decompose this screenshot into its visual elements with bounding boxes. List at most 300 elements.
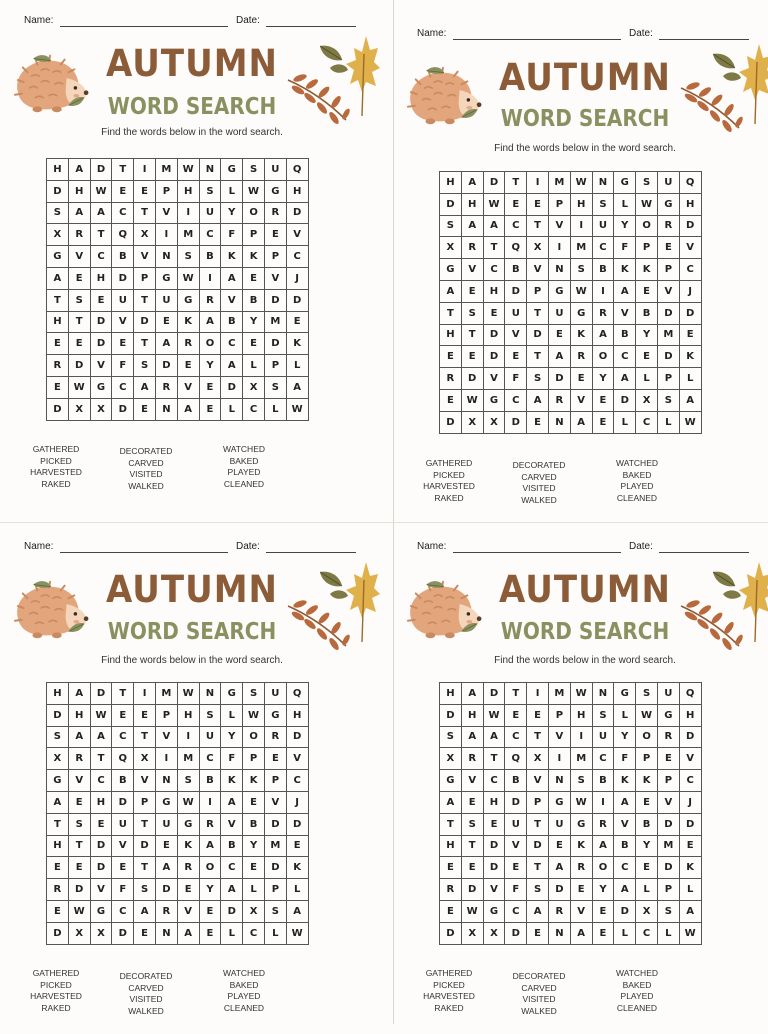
hedgehog-icon bbox=[405, 578, 483, 642]
grid-cell: B bbox=[199, 246, 221, 268]
grid-cell: A bbox=[199, 311, 221, 333]
grid-cell: E bbox=[134, 922, 156, 944]
grid-cell: T bbox=[505, 172, 527, 194]
grid-cell: E bbox=[548, 835, 570, 857]
word-item: WALKED bbox=[128, 1005, 164, 1016]
grid-cell: D bbox=[483, 857, 505, 879]
grid-cell: A bbox=[177, 398, 199, 420]
grid-cell: X bbox=[636, 389, 658, 411]
grid-cell: D bbox=[483, 835, 505, 857]
grid-cell: E bbox=[264, 224, 286, 246]
grid-cell: R bbox=[461, 748, 483, 770]
grid-cell: W bbox=[90, 704, 112, 726]
word-item: PLAYED bbox=[620, 991, 654, 1001]
grid-cell: H bbox=[461, 193, 483, 215]
grid-cell: A bbox=[483, 726, 505, 748]
grid-row bbox=[440, 900, 702, 922]
grid-cell: V bbox=[177, 900, 199, 922]
grid-cell: E bbox=[527, 193, 549, 215]
title-autumn: AUTUMN bbox=[106, 42, 278, 86]
grid-cell: O bbox=[243, 202, 265, 224]
grid-cell: L bbox=[221, 922, 243, 944]
grid-cell: G bbox=[440, 770, 462, 792]
grid-row bbox=[440, 193, 702, 215]
grid-cell: B bbox=[592, 259, 614, 281]
grid-cell: L bbox=[243, 879, 265, 901]
date-field[interactable] bbox=[266, 552, 356, 553]
grid-cell: E bbox=[679, 835, 701, 857]
grid-cell: S bbox=[264, 376, 286, 398]
grid-cell: A bbox=[592, 324, 614, 346]
date-field[interactable] bbox=[266, 26, 356, 27]
grid-cell: E bbox=[47, 376, 69, 398]
grid-cell: F bbox=[614, 748, 636, 770]
word-item: PICKED bbox=[40, 979, 72, 990]
grid-cell: N bbox=[199, 159, 221, 181]
grid-cell: P bbox=[548, 704, 570, 726]
grid-cell: A bbox=[47, 267, 69, 289]
grid-cell: P bbox=[657, 879, 679, 901]
grid-cell: A bbox=[134, 376, 156, 398]
word-item: CLEANED bbox=[616, 1002, 658, 1013]
grid-cell: S bbox=[657, 900, 679, 922]
grid-cell: U bbox=[592, 215, 614, 237]
grid-cell: P bbox=[264, 246, 286, 268]
grid-cell: E bbox=[47, 857, 69, 879]
grid-cell: U bbox=[505, 813, 527, 835]
grid-cell: E bbox=[461, 857, 483, 879]
name-field[interactable] bbox=[60, 552, 228, 553]
grid-cell: I bbox=[548, 748, 570, 770]
grid-cell: X bbox=[461, 411, 483, 433]
grid-cell: E bbox=[505, 857, 527, 879]
grid-cell: S bbox=[177, 246, 199, 268]
grid-cell: H bbox=[47, 159, 69, 181]
grid-cell: H bbox=[177, 180, 199, 202]
grid-cell: Q bbox=[679, 683, 701, 705]
grid-cell: D bbox=[47, 398, 69, 420]
word-list-column bbox=[494, 971, 584, 1017]
word-item: HARVESTED bbox=[423, 991, 475, 1001]
grid-cell: G bbox=[570, 813, 592, 835]
grid-cell: R bbox=[264, 726, 286, 748]
grid-cell: R bbox=[47, 355, 69, 377]
grid-row bbox=[440, 857, 702, 879]
grid-cell: E bbox=[286, 835, 308, 857]
grid-cell: B bbox=[112, 246, 134, 268]
grid-cell: D bbox=[112, 398, 134, 420]
word-item: PICKED bbox=[40, 455, 72, 466]
instructions: Find the words below in the word search. bbox=[101, 655, 283, 666]
grid-cell: V bbox=[221, 289, 243, 311]
grid-cell: P bbox=[243, 224, 265, 246]
grid-cell: S bbox=[636, 172, 658, 194]
grid-cell: W bbox=[68, 900, 90, 922]
grid-cell: V bbox=[112, 311, 134, 333]
grid-cell: E bbox=[505, 346, 527, 368]
grid-cell: D bbox=[461, 879, 483, 901]
grid-cell: R bbox=[570, 857, 592, 879]
grid-cell: X bbox=[68, 398, 90, 420]
grid-cell: V bbox=[461, 770, 483, 792]
word-list-column bbox=[11, 968, 101, 1014]
grid-cell: D bbox=[679, 302, 701, 324]
grid-cell: C bbox=[679, 259, 701, 281]
word-item: CARVED bbox=[128, 982, 164, 993]
grid-cell: C bbox=[286, 770, 308, 792]
grid-row bbox=[47, 683, 309, 705]
title-autumn: AUTUMN bbox=[499, 568, 671, 612]
grid-row bbox=[440, 302, 702, 324]
grid-cell: D bbox=[90, 159, 112, 181]
word-item: PICKED bbox=[433, 469, 465, 480]
grid-cell: U bbox=[548, 813, 570, 835]
grid-cell: O bbox=[636, 726, 658, 748]
title-word-search: WORD SEARCH bbox=[107, 617, 277, 645]
grid-cell: K bbox=[679, 346, 701, 368]
grid-cell: C bbox=[505, 215, 527, 237]
grid-cell: L bbox=[221, 704, 243, 726]
word-item: PLAYED bbox=[227, 467, 261, 477]
grid-cell: U bbox=[155, 813, 177, 835]
grid-cell: D bbox=[657, 346, 679, 368]
grid-cell: B bbox=[505, 259, 527, 281]
grid-cell: A bbox=[461, 726, 483, 748]
grid-cell: S bbox=[264, 900, 286, 922]
grid-cell: T bbox=[112, 159, 134, 181]
grid-cell: V bbox=[286, 224, 308, 246]
grid-cell: R bbox=[155, 376, 177, 398]
grid-cell: D bbox=[483, 172, 505, 194]
grid-cell: R bbox=[461, 237, 483, 259]
word-item: RAKED bbox=[41, 478, 71, 489]
grid-cell: F bbox=[505, 879, 527, 901]
grid-cell: A bbox=[614, 791, 636, 813]
grid-cell: F bbox=[221, 224, 243, 246]
grid-cell: E bbox=[505, 704, 527, 726]
grid-cell: E bbox=[461, 791, 483, 813]
word-list-column bbox=[592, 458, 682, 504]
grid-cell: P bbox=[657, 770, 679, 792]
grid-cell: H bbox=[440, 835, 462, 857]
word-item: DECORATED bbox=[512, 971, 566, 981]
grid-cell: A bbox=[570, 922, 592, 944]
grid-cell: Y bbox=[243, 311, 265, 333]
grid-cell: A bbox=[221, 355, 243, 377]
worksheet-2 bbox=[393, 0, 768, 512]
title-word-search: WORD SEARCH bbox=[500, 104, 670, 132]
grid-cell: V bbox=[548, 726, 570, 748]
word-item: WALKED bbox=[521, 494, 557, 505]
grid-cell: A bbox=[90, 726, 112, 748]
grid-cell: I bbox=[134, 159, 156, 181]
word-item: CARVED bbox=[128, 457, 164, 468]
grid-cell: G bbox=[47, 246, 69, 268]
grid-cell: A bbox=[90, 202, 112, 224]
grid-row bbox=[47, 813, 309, 835]
title-word-search: WORD SEARCH bbox=[500, 617, 670, 645]
grid-cell: F bbox=[614, 237, 636, 259]
grid-cell: S bbox=[570, 259, 592, 281]
grid-cell: M bbox=[657, 835, 679, 857]
grid-cell: D bbox=[221, 900, 243, 922]
grid-row bbox=[440, 172, 702, 194]
grid-cell: C bbox=[112, 376, 134, 398]
grid-cell: T bbox=[68, 835, 90, 857]
grid-cell: M bbox=[657, 324, 679, 346]
grid-cell: N bbox=[155, 398, 177, 420]
grid-cell: H bbox=[679, 704, 701, 726]
grid-cell: K bbox=[221, 770, 243, 792]
grid-cell: A bbox=[483, 215, 505, 237]
grid-cell: V bbox=[570, 900, 592, 922]
grid-cell: Y bbox=[199, 879, 221, 901]
grid-cell: X bbox=[47, 748, 69, 770]
grid-cell: K bbox=[221, 246, 243, 268]
date-field[interactable] bbox=[659, 552, 749, 553]
word-item: RAKED bbox=[41, 1002, 71, 1013]
grid-cell: W bbox=[177, 159, 199, 181]
grid-cell: C bbox=[199, 748, 221, 770]
word-item: CLEANED bbox=[223, 1002, 265, 1013]
word-list-column bbox=[199, 968, 289, 1014]
word-item: BAKED bbox=[622, 979, 652, 990]
grid-cell: E bbox=[527, 704, 549, 726]
grid-cell: C bbox=[505, 900, 527, 922]
grid-row bbox=[440, 237, 702, 259]
grid-row bbox=[440, 879, 702, 901]
grid-cell: E bbox=[636, 791, 658, 813]
grid-cell: I bbox=[548, 237, 570, 259]
grid-cell: E bbox=[134, 398, 156, 420]
grid-cell: E bbox=[199, 900, 221, 922]
grid-cell: E bbox=[68, 857, 90, 879]
grid-cell: X bbox=[461, 922, 483, 944]
grid-cell: Q bbox=[286, 159, 308, 181]
word-item: VISITED bbox=[522, 483, 556, 493]
grid-cell: G bbox=[90, 376, 112, 398]
grid-cell: B bbox=[243, 813, 265, 835]
grid-cell: C bbox=[483, 770, 505, 792]
grid-cell: U bbox=[264, 159, 286, 181]
grid-cell: R bbox=[657, 215, 679, 237]
word-item: WATCHED bbox=[222, 444, 266, 454]
grid-cell: C bbox=[679, 770, 701, 792]
grid-cell: D bbox=[548, 368, 570, 390]
grid-cell: P bbox=[243, 748, 265, 770]
letter-grid bbox=[46, 158, 309, 421]
grid-cell: E bbox=[505, 193, 527, 215]
grid-cell: C bbox=[286, 246, 308, 268]
grid-cell: L bbox=[614, 411, 636, 433]
grid-cell: L bbox=[636, 368, 658, 390]
grid-cell: E bbox=[592, 411, 614, 433]
grid-cell: E bbox=[68, 333, 90, 355]
grid-cell: S bbox=[243, 159, 265, 181]
grid-cell: R bbox=[177, 333, 199, 355]
grid-cell: I bbox=[592, 791, 614, 813]
grid-cell: W bbox=[461, 389, 483, 411]
grid-cell: T bbox=[461, 324, 483, 346]
grid-cell: D bbox=[90, 857, 112, 879]
grid-cell: H bbox=[90, 791, 112, 813]
grid-cell: E bbox=[112, 180, 134, 202]
grid-cell: H bbox=[461, 704, 483, 726]
grid-cell: A bbox=[155, 857, 177, 879]
grid-cell: E bbox=[90, 289, 112, 311]
grid-cell: T bbox=[527, 813, 549, 835]
name-field[interactable] bbox=[60, 26, 228, 27]
grid-row bbox=[47, 376, 309, 398]
grid-cell: K bbox=[177, 311, 199, 333]
grid-cell: L bbox=[264, 398, 286, 420]
grid-cell: P bbox=[134, 791, 156, 813]
grid-cell: D bbox=[505, 922, 527, 944]
grid-cell: Q bbox=[112, 748, 134, 770]
word-item: CLEANED bbox=[616, 492, 658, 503]
grid-cell: C bbox=[90, 770, 112, 792]
grid-row bbox=[440, 835, 702, 857]
grid-cell: E bbox=[592, 900, 614, 922]
grid-cell: C bbox=[112, 202, 134, 224]
word-item: GATHERED bbox=[32, 444, 80, 454]
grid-cell: D bbox=[155, 879, 177, 901]
grid-cell: E bbox=[112, 857, 134, 879]
grid-row bbox=[47, 355, 309, 377]
grid-cell: C bbox=[592, 748, 614, 770]
grid-cell: O bbox=[199, 857, 221, 879]
grid-cell: A bbox=[527, 389, 549, 411]
grid-row bbox=[47, 159, 309, 181]
grid-cell: E bbox=[440, 346, 462, 368]
grid-cell: B bbox=[243, 289, 265, 311]
grid-cell: G bbox=[657, 704, 679, 726]
grid-cell: L bbox=[657, 411, 679, 433]
grid-cell: H bbox=[679, 193, 701, 215]
grid-cell: S bbox=[461, 813, 483, 835]
grid-cell: B bbox=[614, 835, 636, 857]
grid-cell: O bbox=[592, 857, 614, 879]
grid-cell: E bbox=[177, 879, 199, 901]
grid-cell: O bbox=[199, 333, 221, 355]
grid-cell: X bbox=[47, 224, 69, 246]
grid-cell: B bbox=[592, 770, 614, 792]
grid-cell: A bbox=[177, 922, 199, 944]
grid-cell: H bbox=[177, 704, 199, 726]
grid-cell: A bbox=[221, 267, 243, 289]
grid-cell: H bbox=[286, 704, 308, 726]
grid-cell: A bbox=[221, 791, 243, 813]
grid-cell: D bbox=[679, 726, 701, 748]
grid-cell: E bbox=[68, 791, 90, 813]
grid-cell: S bbox=[461, 302, 483, 324]
grid-cell: V bbox=[134, 246, 156, 268]
grid-cell: E bbox=[177, 355, 199, 377]
grid-cell: D bbox=[68, 879, 90, 901]
grid-cell: E bbox=[199, 376, 221, 398]
grid-row bbox=[47, 900, 309, 922]
grid-cell: D bbox=[679, 215, 701, 237]
grid-cell: V bbox=[68, 246, 90, 268]
date-label: Date: bbox=[236, 541, 260, 552]
grid-cell: Y bbox=[614, 726, 636, 748]
grid-cell: E bbox=[134, 704, 156, 726]
grid-cell: V bbox=[155, 202, 177, 224]
grid-cell: D bbox=[657, 857, 679, 879]
grid-cell: E bbox=[243, 267, 265, 289]
name-label: Name: bbox=[24, 15, 54, 26]
autumn-leaves-icon bbox=[679, 40, 768, 136]
grid-cell: S bbox=[527, 368, 549, 390]
grid-cell: B bbox=[221, 311, 243, 333]
grid-cell: W bbox=[286, 922, 308, 944]
grid-cell: E bbox=[155, 835, 177, 857]
grid-cell: E bbox=[286, 311, 308, 333]
grid-cell: I bbox=[177, 202, 199, 224]
grid-cell: X bbox=[90, 398, 112, 420]
grid-cell: K bbox=[286, 333, 308, 355]
grid-cell: G bbox=[90, 900, 112, 922]
word-list-column bbox=[494, 460, 584, 506]
grid-cell: N bbox=[548, 259, 570, 281]
grid-cell: T bbox=[90, 224, 112, 246]
grid-cell: P bbox=[548, 193, 570, 215]
grid-cell: H bbox=[483, 791, 505, 813]
grid-cell: S bbox=[47, 726, 69, 748]
grid-cell: A bbox=[47, 791, 69, 813]
grid-cell: K bbox=[679, 857, 701, 879]
grid-cell: W bbox=[461, 900, 483, 922]
word-item: WALKED bbox=[521, 1005, 557, 1016]
letter-grid bbox=[46, 682, 309, 945]
grid-cell: W bbox=[243, 704, 265, 726]
grid-cell: K bbox=[243, 246, 265, 268]
grid-cell: N bbox=[155, 922, 177, 944]
hedgehog-icon bbox=[405, 64, 483, 128]
name-field[interactable] bbox=[453, 39, 621, 40]
name-field[interactable] bbox=[453, 552, 621, 553]
grid-cell: I bbox=[134, 683, 156, 705]
grid-cell: M bbox=[155, 159, 177, 181]
grid-cell: Y bbox=[614, 215, 636, 237]
grid-cell: V bbox=[90, 879, 112, 901]
grid-cell: X bbox=[134, 748, 156, 770]
grid-cell: T bbox=[112, 683, 134, 705]
grid-cell: E bbox=[440, 900, 462, 922]
grid-cell: J bbox=[679, 280, 701, 302]
grid-cell: Y bbox=[221, 202, 243, 224]
worksheet-4 bbox=[393, 522, 768, 1034]
grid-cell: M bbox=[548, 172, 570, 194]
word-item: DECORATED bbox=[119, 446, 173, 456]
grid-cell: D bbox=[221, 376, 243, 398]
grid-cell: G bbox=[264, 704, 286, 726]
grid-cell: M bbox=[570, 748, 592, 770]
grid-cell: V bbox=[177, 376, 199, 398]
grid-cell: K bbox=[636, 770, 658, 792]
grid-cell: E bbox=[570, 879, 592, 901]
grid-cell: M bbox=[264, 311, 286, 333]
grid-cell: D bbox=[440, 193, 462, 215]
grid-cell: Y bbox=[199, 355, 221, 377]
grid-cell: C bbox=[636, 411, 658, 433]
grid-cell: V bbox=[461, 259, 483, 281]
grid-cell: V bbox=[90, 355, 112, 377]
grid-cell: H bbox=[47, 311, 69, 333]
grid-cell: R bbox=[68, 224, 90, 246]
grid-cell: H bbox=[440, 172, 462, 194]
grid-row bbox=[440, 280, 702, 302]
